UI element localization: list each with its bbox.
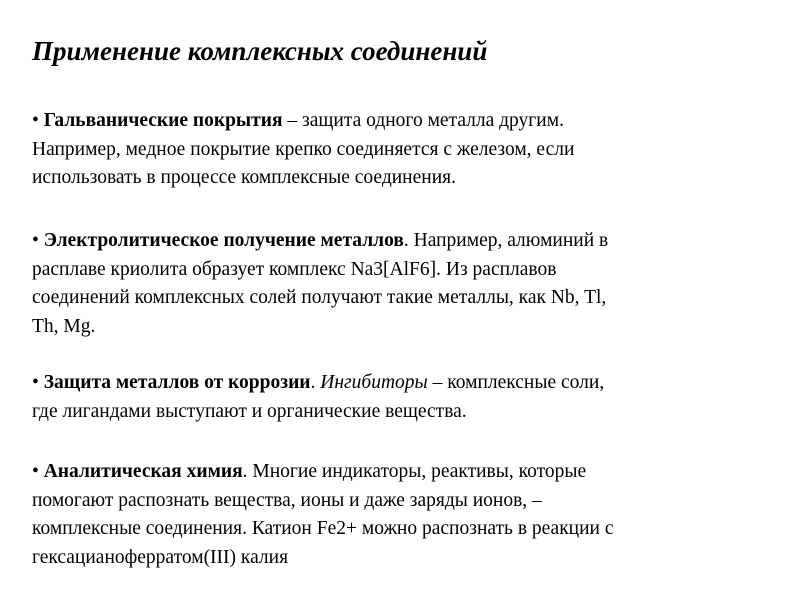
bullet-text: . Например, алюминий в: [403, 230, 609, 251]
bullet-line: [32, 458, 614, 487]
bullet-text: Например, медное покрытие крепко соединяется с железом, если: [32, 138, 575, 160]
bullet-analytical-chemistry: [32, 458, 614, 573]
bullet-text: . Многие индикаторы, реактивы, которые: [242, 461, 587, 482]
bullet-text: – комплексные соли,: [427, 372, 605, 393]
bullet-text: помогают распознать вещества, ионы и даже заряды ионов, –: [32, 489, 542, 511]
bullet-heading: Аналитическая химия: [43, 461, 243, 482]
bullet-heading: Гальванические покрытия: [43, 110, 283, 131]
bullet-heading: Электролитическое получение металлов: [43, 230, 404, 251]
bullet-corrosion-protection: [32, 369, 604, 426]
bullet-text: расплаве криолита образует комплекс Na3[AlF6]. Из расплавов: [32, 258, 557, 280]
bullet-marker: •: [32, 372, 39, 393]
bullet-line: [32, 107, 574, 136]
bullet-text: комплексные соединения. Катион Fe2+ можно распознать в реакции с: [32, 518, 614, 540]
bullet-text: – защита одного металла другим.: [282, 110, 564, 131]
bullet-text: .: [310, 372, 321, 393]
bullet-text: использовать в процессе комплексные соединения.: [32, 167, 456, 189]
bullet-marker: •: [32, 230, 39, 251]
bullet-text: гексацианоферратом(III) калия: [32, 547, 289, 569]
bullet-text: соединений комплексных солей получают такие металлы, как Nb, Tl,: [32, 287, 607, 309]
bullet-galvanic-coatings: [32, 107, 574, 193]
bullet-text: Th, Mg.: [32, 316, 96, 338]
slide-title: Применение комплексных соединений: [32, 36, 488, 66]
bullet-line: [32, 369, 604, 398]
bullet-text: где лигандами выступают и органические вещества.: [32, 400, 467, 422]
bullet-line: [32, 227, 608, 256]
bullet-electrolytic-production: [32, 227, 608, 342]
bullet-heading: Защита металлов от коррозии: [43, 372, 311, 393]
bullet-marker: •: [32, 110, 39, 131]
italic-term: Ингибиторы: [320, 372, 428, 393]
bullet-marker: •: [32, 461, 39, 482]
